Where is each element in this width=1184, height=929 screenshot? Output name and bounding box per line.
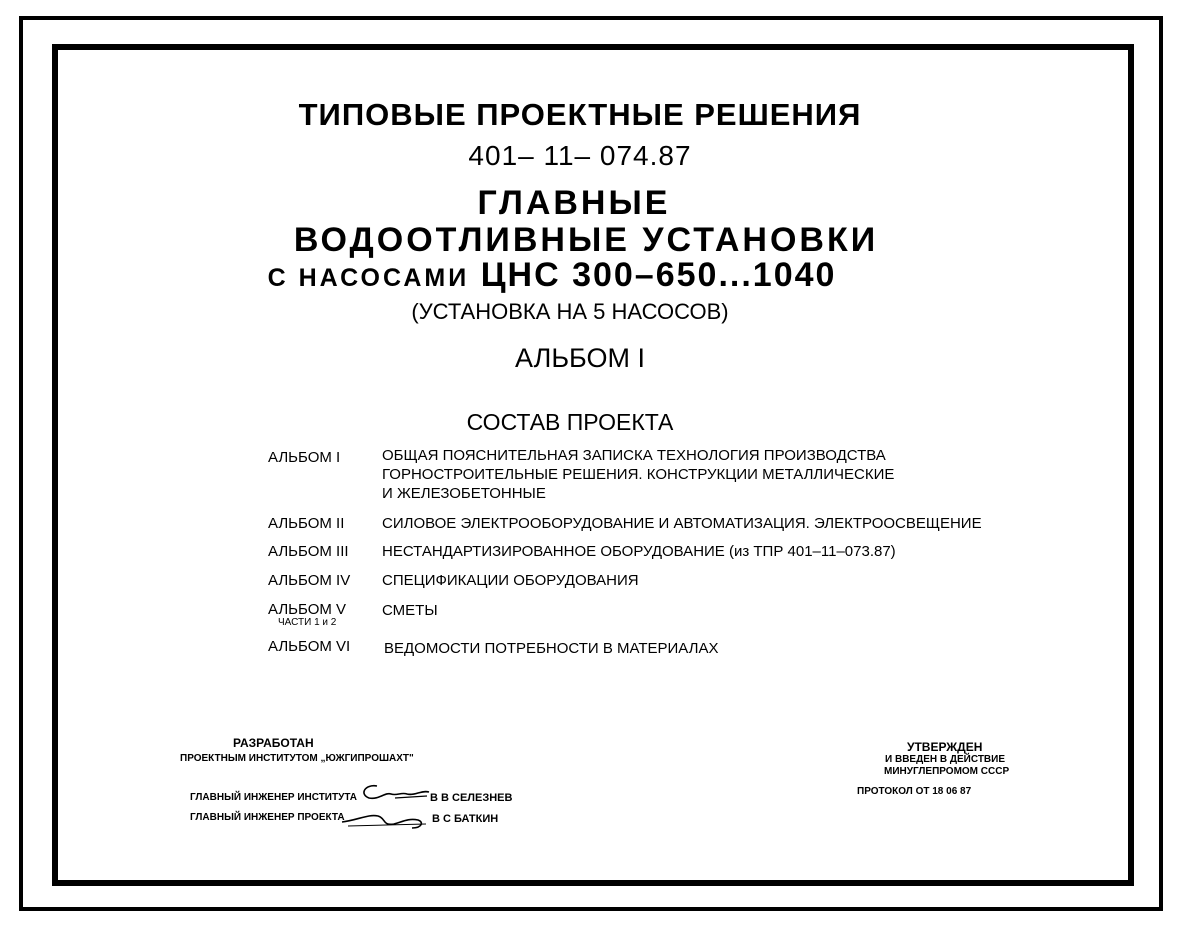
chief-institute-name: В В СЕЛЕЗНЕВ: [430, 792, 513, 804]
album-label-1: АЛЬБОМ I: [268, 449, 341, 466]
approved-by-line-1: И ВВЕДЕН В ДЕЙСТВИЕ: [885, 754, 1006, 765]
main-title-line-3: [0, 256, 1144, 295]
signature-institute: [355, 780, 435, 806]
album-desc-line: ГОРНОСТРОИТЕЛЬНЫЕ РЕШЕНИЯ. КОНСТРУКЦИИ МЕТАЛЛИЧЕСКИЕ: [382, 466, 895, 483]
main-title-line-1: ГЛАВНЫЕ: [477, 184, 671, 222]
album-parts: ЧАСТИ 1 и 2: [278, 617, 337, 628]
protocol: ПРОТОКОЛ ОТ 18 06 87: [857, 786, 972, 797]
series-title: ТИПОВЫЕ ПРОЕКТНЫЕ РЕШЕНИЯ: [298, 97, 862, 132]
developer-institute: ПРОЕКТНЫМ ИНСТИТУТОМ „ЮЖГИПРОШАХТ": [180, 753, 414, 764]
album-label-3: АЛЬБОМ III: [268, 543, 349, 560]
signature-project: [338, 808, 430, 832]
album-label-5: АЛЬБОМ V: [268, 601, 347, 618]
developed-label: РАЗРАБОТАН: [233, 736, 314, 750]
album-title: АЛЬБОМ I: [515, 343, 645, 373]
document-number: 401– 11– 074.87: [468, 140, 692, 171]
album-desc-6: ВЕДОМОСТИ ПОТРЕБНОСТИ В МАТЕРИАЛАХ: [384, 640, 719, 657]
album-desc-1: [382, 446, 894, 503]
approved-label: УТВЕРЖДЕН: [907, 740, 983, 754]
album-label-2: АЛЬБОМ II: [268, 515, 345, 532]
composition-heading: СОСТАВ ПРОЕКТА: [466, 409, 674, 435]
chief-project-name: В С БАТКИН: [432, 813, 499, 825]
album-desc-2: СИЛОВОЕ ЭЛЕКТРООБОРУДОВАНИЕ И АВТОМАТИЗАЦИЯ. ЭЛЕКТРООСВЕЩЕНИЕ: [382, 515, 982, 532]
album-desc-3: НЕСТАНДАРТИЗИРОВАННОЕ ОБОРУДОВАНИЕ (из ТПР 401–11–073.87): [382, 543, 896, 560]
installation-note: (УСТАНОВКА НА 5 НАСОСОВ): [411, 299, 729, 324]
album-desc-line: ОБЩАЯ ПОЯСНИТЕЛЬНАЯ ЗАПИСКА ТЕХНОЛОГИЯ ПРОИЗВОДСТВА: [382, 447, 886, 464]
approved-by-line-2: МИНУГЛЕПРОМОМ СССР: [884, 766, 1010, 777]
pump-prefix: С НАСОСАМИ: [267, 264, 470, 292]
chief-institute-role: ГЛАВНЫЙ ИНЖЕНЕР ИНСТИТУТА: [190, 792, 358, 803]
pump-model: ЦНС 300–650...1040: [480, 256, 837, 294]
chief-project-role: ГЛАВНЫЙ ИНЖЕНЕР ПРОЕКТА: [190, 812, 345, 823]
album-desc-5: СМЕТЫ: [382, 602, 438, 619]
album-label-4: АЛЬБОМ IV: [268, 572, 351, 589]
main-title-line-2: ВОДООТЛИВНЫЕ УСТАНОВКИ: [293, 221, 879, 259]
album-desc-4: СПЕЦИФИКАЦИИ ОБОРУДОВАНИЯ: [382, 572, 639, 589]
album-desc-line: И ЖЕЛЕЗОБЕТОННЫЕ: [382, 485, 546, 502]
album-label-6: АЛЬБОМ VI: [268, 638, 351, 655]
